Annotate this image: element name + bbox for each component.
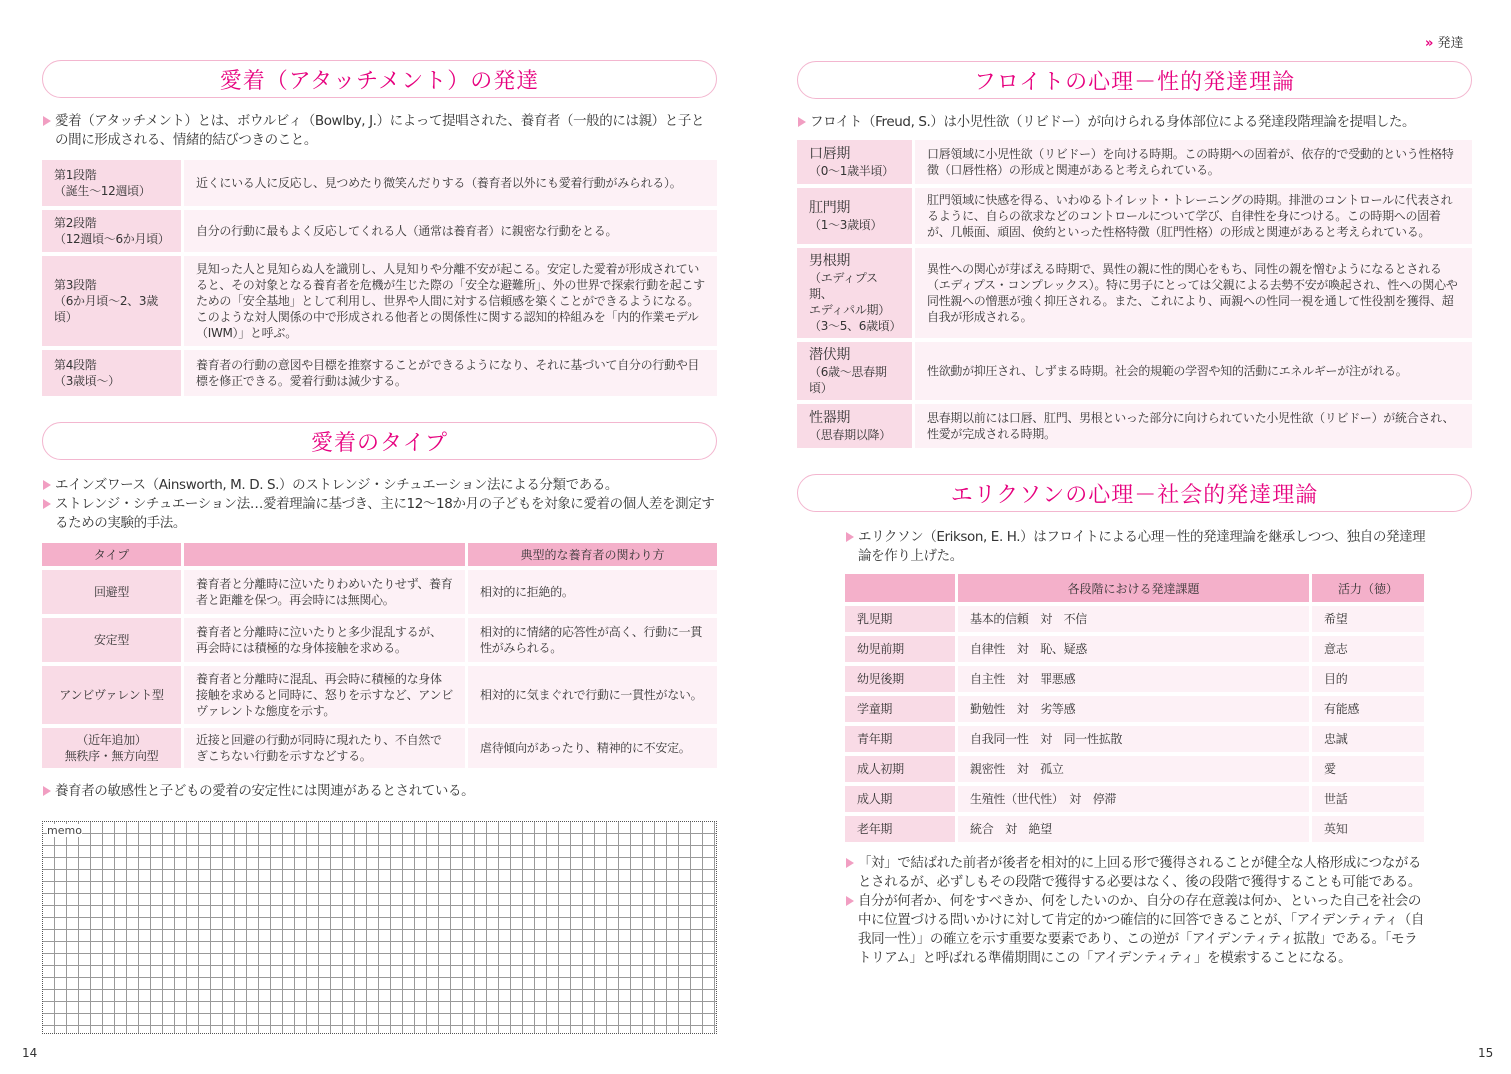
header-label: 各段階における発達課題 xyxy=(1067,581,1200,596)
freud-stage-table xyxy=(797,140,1472,448)
erikson-body xyxy=(845,512,1427,968)
stage-name: 幼児前期 xyxy=(857,642,904,656)
stage-label-cell xyxy=(42,256,181,346)
stage-description: 異性への関心が芽ばえる時期で、異性の親に性的関心をもち、同性の親を憎むようになるとされる（エディプス・コンプレックス）。特に男子にとっては父親による去勢不安が喚起され、性への関心や同性親への憎悪が強く抑圧される。また、これにより、両親への性同一視を通して性役割を獲得、超自我が形成される。 xyxy=(927,262,1458,324)
caregiver-behavior: 相対的に気まぐれで行動に一貫性がない。 xyxy=(480,688,703,702)
right-page xyxy=(797,61,1472,1036)
erikson-virtue-cell xyxy=(1312,636,1424,662)
stage-description: 肛門領域に快感を得る、いわゆるトイレット・トレーニングの時期。排泄のコントロールに代表されるように、自らの欲求などのコントロールについて学び、自律性を身につける。この時期への固着が、几帳面、頑固、倹約といった性格特徴（肛門性格）の形成と関連があると考えられている。 xyxy=(927,193,1453,239)
memo-grid[interactable] xyxy=(42,821,717,1034)
stage-name: 学童期 xyxy=(857,702,893,716)
attachment-types-table xyxy=(42,543,717,768)
erikson-virtue-cell xyxy=(1312,696,1424,722)
development-task: 親密性 対 孤立 xyxy=(970,762,1064,776)
stage-age: （3歳頃～） xyxy=(54,374,120,388)
type-cell xyxy=(42,618,181,662)
caregiver-behavior: 相対的に拒絶的。 xyxy=(480,585,574,599)
stage-name: 幼児後期 xyxy=(857,672,904,686)
stage-age: エディパル期） xyxy=(809,303,890,317)
header-label: 典型的な養育者の関わり方 xyxy=(520,548,665,562)
header-label: 活力（徳） xyxy=(1337,581,1398,596)
memo-label: memo xyxy=(47,824,82,837)
left-page xyxy=(42,60,717,1034)
stage-description: 性欲動が抑圧され、しずまる時期。社会的規範の学習や知的活動にエネルギーが注がれる。 xyxy=(927,364,1408,378)
stage-description: 見知った人と見知らぬ人を識別し、人見知りや分離不安が起こる。安定した愛着が形成されていると、その対象となる養育者を危機が生じた際の「安全な避難所」、外の世界で探索行動を起こすための「安全基地」として利用し、世界や人間に対する信頼感を築くことができるようになる。このような対人関係の中で形成される他者との関係性に関する認知的枠組みを「内的作業モデル（IWM）」と呼ぶ。 xyxy=(196,262,705,340)
behavior-cell xyxy=(184,728,465,768)
erikson-stage-cell xyxy=(845,786,955,812)
virtue: 忠誠 xyxy=(1324,732,1348,746)
freud-stage-cell xyxy=(797,404,912,448)
freud-title: フロイトの心理－性的発達理論 xyxy=(797,61,1472,99)
development-task: 自主性 対 罪悪感 xyxy=(970,672,1076,686)
behavior-cell xyxy=(184,666,465,724)
erikson-stage-cell xyxy=(845,666,955,692)
erikson-stage-cell xyxy=(845,606,955,632)
page-number-right: 15 xyxy=(1478,1046,1494,1060)
caregiver-behavior: 相対的に情緒的応答性が高く、行動に一貫性がみられる。 xyxy=(480,625,703,655)
caregiver-cell xyxy=(468,666,717,724)
stage-name: 肛門期 xyxy=(809,200,851,216)
freud-desc-cell xyxy=(915,404,1472,448)
table-header xyxy=(42,543,181,566)
development-task: 勤勉性 対 劣等感 xyxy=(970,702,1076,716)
attachment-stage-table xyxy=(42,160,717,396)
erikson-table xyxy=(845,574,1424,842)
page-number-left: 14 xyxy=(22,1046,38,1060)
attachment-types-title: 愛着のタイプ xyxy=(42,422,717,460)
virtue: 目的 xyxy=(1324,672,1348,686)
erikson-stage-cell xyxy=(845,726,955,752)
behavior-cell xyxy=(184,618,465,662)
virtue: 希望 xyxy=(1324,612,1348,626)
freud-desc-cell xyxy=(915,188,1472,244)
stage-name: 青年期 xyxy=(857,732,893,746)
section-label: 発達 xyxy=(1437,36,1464,51)
stage-name: 第2段階 xyxy=(54,216,97,230)
table-header xyxy=(1312,574,1424,602)
stage-desc-cell xyxy=(184,160,717,206)
virtue: 意志 xyxy=(1324,642,1348,656)
child-behavior: 近接と回避の行動が同時に現れたり、不自然でぎこちない行動を示すなどする。 xyxy=(196,733,442,763)
development-task: 基本的信頼 対 不信 xyxy=(970,612,1088,626)
freud-stage-cell xyxy=(797,342,912,400)
section-indicator xyxy=(1425,32,1464,51)
stage-name: 潜伏期 xyxy=(809,347,851,363)
erikson-stage-cell xyxy=(845,636,955,662)
caregiver-cell xyxy=(468,728,717,768)
attachment-intro: 愛着（アタッチメント）とは、ボウルビィ（Bowlby, J.）によって提唱された、養育者（一般的には親）と子との間に形成される、情緒的結びつきのこと。 xyxy=(42,112,717,150)
stage-age: （エディプス期、 xyxy=(809,271,878,301)
type-name: 安定型 xyxy=(93,633,130,647)
virtue: 世話 xyxy=(1324,792,1348,806)
stage-name: 第3段階 xyxy=(54,278,97,292)
erikson-task-cell xyxy=(958,816,1309,842)
erikson-virtue-cell xyxy=(1312,816,1424,842)
stage-desc-cell xyxy=(184,210,717,252)
stage-name: 老年期 xyxy=(857,822,893,836)
type-cell xyxy=(42,666,181,724)
virtue: 愛 xyxy=(1324,762,1336,776)
type-name: アンビヴァレント型 xyxy=(59,688,164,702)
stage-age: （3～5、6歳頃） xyxy=(809,319,902,333)
types-bullet-2: ストレンジ・シチュエーション法…愛着理論に基づき、主に12～18か月の子どもを対象に愛着の個人差を測定するための実験的手法。 xyxy=(42,495,717,533)
type-cell xyxy=(42,570,181,614)
development-task: 生殖性（世代性） 対 停滞 xyxy=(970,792,1117,806)
erikson-stage-cell xyxy=(845,696,955,722)
double-chevron-icon: » xyxy=(1425,36,1434,51)
development-task: 自律性 対 恥、疑惑 xyxy=(970,642,1088,656)
freud-desc-cell xyxy=(915,140,1472,184)
development-task: 統合 対 絶望 xyxy=(970,822,1052,836)
stage-label-cell xyxy=(42,160,181,206)
stage-description: 自分の行動に最もよく反応してくれる人（通常は養育者）に親密な行動をとる。 xyxy=(196,224,618,238)
stage-age: （6か月頃～2、3歳頃） xyxy=(54,294,158,324)
erikson-title: エリクソンの心理－社会的発達理論 xyxy=(797,474,1472,512)
header-label: タイプ xyxy=(93,548,130,562)
erikson-virtue-cell xyxy=(1312,606,1424,632)
erikson-stage-cell xyxy=(845,816,955,842)
erikson-virtue-cell xyxy=(1312,786,1424,812)
caregiver-behavior: 虐待傾向があったり、精神的に不安定。 xyxy=(480,741,691,755)
stage-description: 近くにいる人に反応し、見つめたり微笑んだりする（養育者以外にも愛着行動がみられる）。 xyxy=(196,176,682,190)
child-behavior: 養育者と分離時に泣いたりわめいたりせず、養育者と距離を保つ。再会時には無関心。 xyxy=(196,577,453,607)
stage-description: 養育者の行動の意図や目標を推察することができるようになり、それに基づいて自分の行動や目標を修正できる。愛着行動は減少する。 xyxy=(196,358,700,388)
erikson-stage-cell xyxy=(845,756,955,782)
erikson-task-cell xyxy=(958,756,1309,782)
freud-stage-cell xyxy=(797,140,912,184)
stage-desc-cell xyxy=(184,350,717,396)
erikson-intro: エリクソン（Erikson, E. H.）はフロイトによる心理－性的発達理論を継承しつつ、独自の発達理論を作り上げた。 xyxy=(845,528,1427,566)
stage-name: 成人初期 xyxy=(857,762,904,776)
erikson-virtue-cell xyxy=(1312,726,1424,752)
freud-desc-cell xyxy=(915,342,1472,400)
stage-name: 乳児期 xyxy=(857,612,893,626)
erikson-task-cell xyxy=(958,726,1309,752)
stage-description: 口唇領域に小児性欲（リビドー）を向ける時期。この時期への固着が、依存的で受動的という性格特徴（口唇性格）の形成と関連があると考えられている。 xyxy=(927,147,1454,177)
attachment-title: 愛着（アタッチメント）の発達 xyxy=(42,60,717,98)
stage-age: （12週頃～6か月頃） xyxy=(54,232,170,246)
stage-age: （誕生～12週頃） xyxy=(54,184,151,198)
stage-age: （0～1歳半頃） xyxy=(809,164,894,178)
table-header xyxy=(468,543,717,566)
types-note: 養育者の敏感性と子どもの愛着の安定性には関連があるとされている。 xyxy=(42,782,717,801)
erikson-task-cell xyxy=(958,636,1309,662)
type-name-2: 無秩序・無方向型 xyxy=(64,749,159,763)
type-name: （近年追加） xyxy=(76,733,147,747)
stage-description: 思春期以前には口唇、肛門、男根といった部分に向けられていた小児性欲（リビドー）が統合され、性愛が完成される時期。 xyxy=(927,411,1455,441)
table-header xyxy=(845,574,955,602)
table-header xyxy=(184,543,465,566)
stage-age: （思春期以降） xyxy=(809,428,891,442)
stage-name: 成人期 xyxy=(857,792,893,806)
freud-stage-cell xyxy=(797,188,912,244)
types-bullet-1: エインズワース（Ainsworth, M. D. S.）のストレンジ・シチュエーション法による分類である。 xyxy=(42,476,717,495)
erikson-task-cell xyxy=(958,696,1309,722)
stage-label-cell xyxy=(42,210,181,252)
freud-stage-cell xyxy=(797,248,912,338)
type-name: 回避型 xyxy=(93,585,130,599)
erikson-task-cell xyxy=(958,666,1309,692)
erikson-virtue-cell xyxy=(1312,666,1424,692)
development-task: 自我同一性 対 同一性拡散 xyxy=(970,732,1123,746)
virtue: 英知 xyxy=(1324,822,1348,836)
stage-name: 男根期 xyxy=(809,253,851,269)
table-header xyxy=(958,574,1309,602)
freud-intro: フロイト（Freud, S.）は小児性欲（リビドー）が向けられる身体部位による発達段階理論を提唱した。 xyxy=(797,113,1472,132)
stage-desc-cell xyxy=(184,256,717,346)
caregiver-cell xyxy=(468,570,717,614)
behavior-cell xyxy=(184,570,465,614)
erikson-task-cell xyxy=(958,606,1309,632)
stage-name: 性器期 xyxy=(809,410,851,426)
caregiver-cell xyxy=(468,618,717,662)
stage-name: 口唇期 xyxy=(809,146,851,162)
stage-age: （1～3歳頃） xyxy=(809,218,883,232)
child-behavior: 養育者と分離時に混乱、再会時に積極的な身体接触を求めると同時に、怒りを示すなど、アンビヴァレントな態度を示す。 xyxy=(196,672,453,718)
stage-name: 第4段階 xyxy=(54,358,97,372)
stage-label-cell xyxy=(42,350,181,396)
erikson-virtue-cell xyxy=(1312,756,1424,782)
stage-name: 第1段階 xyxy=(54,168,97,182)
virtue: 有能感 xyxy=(1324,702,1360,716)
type-cell xyxy=(42,728,181,768)
freud-desc-cell xyxy=(915,248,1472,338)
erikson-bullet-1: 「対」で結ばれた前者が後者を相対的に上回る形で獲得されることが健全な人格形成につながるとされるが、必ずしもその段階で獲得する必要はなく、後の段階で獲得することも可能である。 xyxy=(845,854,1427,892)
child-behavior: 養育者と分離時に泣いたりと多少混乱するが、再会時には積極的な身体接触を求める。 xyxy=(196,625,442,655)
erikson-task-cell xyxy=(958,786,1309,812)
stage-age: （6歳～思春期頃） xyxy=(809,365,887,395)
erikson-bullet-2: 自分が何者か、何をすべきか、何をしたいのか、自分の存在意義は何か、といった自己を社会の中に位置づける問いかけに対して肯定的かつ確信的に回答できることが、「アイデンティティ（自我同一性）」の確立を示す重要な要素であり、この逆が「アイデンティティ拡散」である。「モラトリアム」と呼ばれる準備期間にこの「アイデンティティ」を模索することになる。 xyxy=(845,892,1427,968)
